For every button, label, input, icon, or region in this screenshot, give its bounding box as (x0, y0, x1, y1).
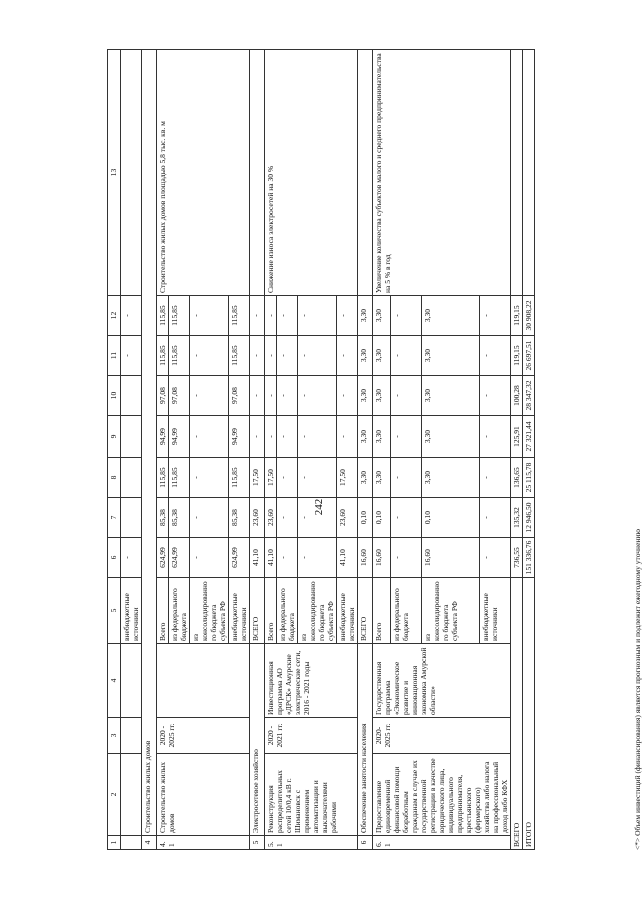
value-cell: 3,30 (421, 296, 479, 336)
value-cell: 3,30 (358, 336, 373, 376)
value-cell: 3,30 (421, 376, 479, 416)
project-period: 2020 - 2021 гг. (265, 718, 358, 754)
value-cell: - (298, 376, 337, 416)
value-cell: - (277, 498, 298, 538)
value-cell: 115,85 (169, 458, 190, 498)
source-label: из консолидированного бюджета субъекта РФ (421, 578, 479, 644)
value-cell: - (298, 336, 337, 376)
value-cell: - (479, 336, 510, 376)
header-cell: 5 (108, 578, 121, 644)
value-cell: - (479, 458, 510, 498)
header-cell: 2 (108, 754, 121, 836)
value-cell: - (277, 416, 298, 458)
value-cell: - (390, 458, 421, 498)
value-cell: - (479, 376, 510, 416)
value-cell: - (190, 296, 229, 336)
value-cell: 41,10 (337, 538, 358, 578)
source-label: внебюджетные источники (229, 578, 250, 644)
table-cell (511, 50, 523, 296)
value-cell: 41,10 (265, 538, 277, 578)
value-cell: 97,08 (229, 376, 250, 416)
value-cell: - (337, 376, 358, 416)
value-cell: 23,60 (265, 498, 277, 538)
section-number: 4 (142, 836, 157, 850)
table-cell (121, 50, 142, 296)
value-cell: 115,85 (229, 336, 250, 376)
value-cell: 3,30 (358, 296, 373, 336)
value-cell: 624,99 (157, 538, 169, 578)
footnote: <*> Объем инвестиций (финансирования) является прогнозным и подлежит ежегодному уточнению (633, 528, 642, 850)
value-cell: 94,99 (229, 416, 250, 458)
value-cell: 3,30 (358, 458, 373, 498)
value-cell: - (121, 538, 142, 578)
table-cell (250, 50, 265, 296)
table-cell (121, 376, 142, 416)
value-cell: - (121, 296, 142, 336)
value-cell: - (298, 538, 337, 578)
value-cell: - (190, 498, 229, 538)
value-cell: - (479, 416, 510, 458)
value-cell: 27 321,44 (523, 416, 535, 458)
value-cell: - (277, 538, 298, 578)
total-row (511, 50, 523, 850)
header-cell: 4 (108, 644, 121, 718)
value-cell: 28 347,32 (523, 376, 535, 416)
value-cell: 3,30 (421, 458, 479, 498)
value-cell: - (337, 416, 358, 458)
value-cell: - (298, 458, 337, 498)
project-effect: Строительство жилых домов площадью 5,8 тыс. кв. м (157, 50, 250, 296)
value-cell: 3,30 (358, 376, 373, 416)
value-cell: - (190, 458, 229, 498)
table-cell (121, 498, 142, 538)
header-cell: 13 (108, 50, 121, 296)
value-cell: 17,50 (250, 458, 265, 498)
value-cell: 3,30 (373, 336, 391, 376)
value-cell: 17,50 (337, 458, 358, 498)
value-cell: 25 115,78 (523, 458, 535, 498)
project-period: 2020 - 2025 гг. (157, 718, 250, 754)
value-cell: - (277, 296, 298, 336)
value-cell: - (298, 498, 337, 538)
value-cell: - (390, 376, 421, 416)
total-label: ВСЕГО (511, 578, 523, 850)
value-cell: 624,99 (229, 538, 250, 578)
value-cell: 115,85 (157, 296, 169, 336)
header-cell: 9 (108, 416, 121, 458)
value-cell: 115,85 (229, 458, 250, 498)
value-cell: 135,32 (511, 498, 523, 538)
carryover-row (121, 50, 142, 850)
value-cell: - (250, 376, 265, 416)
page-number: 242 (313, 498, 325, 516)
value-cell: - (479, 538, 510, 578)
source-label: ВСЕГО (250, 578, 265, 644)
value-cell: 125,91 (511, 416, 523, 458)
table-cell (121, 458, 142, 498)
header-cell: 3 (108, 718, 121, 754)
value-cell: 0,10 (421, 498, 479, 538)
investment-table (107, 49, 535, 850)
table-cell (121, 836, 142, 850)
value-cell: 12 946,50 (523, 498, 535, 538)
project-name: Строительство жилых домов (157, 754, 250, 836)
value-cell: 85,38 (229, 498, 250, 538)
section-number: 6 (358, 836, 373, 850)
value-cell: 17,50 (265, 458, 277, 498)
value-cell: 23,60 (250, 498, 265, 538)
project-name: Предоставление единовременной финансовой помощи безработным гражданам в случае их государственной регистрации в качестве юридического лица, индивидуального предпринимателя, крестьянского (фермерского) хозяйства либо налога на профессиональный доход либо КФХ (373, 754, 511, 836)
project-row (373, 50, 391, 850)
source-label: внебюджетные источники (479, 578, 510, 644)
header-cell: 1 (108, 836, 121, 850)
value-cell: 3,30 (373, 296, 391, 336)
project-period: 2020-2025 гг. (373, 718, 511, 754)
value-cell: - (265, 376, 277, 416)
project-number: 4.1 (157, 836, 250, 850)
value-cell: - (298, 296, 337, 336)
value-cell: 115,85 (229, 296, 250, 336)
value-cell: 85,38 (169, 498, 190, 538)
value-cell: 94,99 (157, 416, 169, 458)
value-cell: 136,65 (511, 458, 523, 498)
value-cell: 3,30 (421, 416, 479, 458)
value-cell: 16,60 (421, 538, 479, 578)
value-cell: - (390, 498, 421, 538)
value-cell: 26 697,51 (523, 336, 535, 376)
project-row (265, 50, 277, 850)
value-cell: - (390, 416, 421, 458)
header-cell: 8 (108, 458, 121, 498)
itogo-label: ИТОГО (523, 578, 535, 850)
value-cell: 41,10 (250, 538, 265, 578)
value-cell: - (479, 498, 510, 538)
table-cell (121, 718, 142, 754)
value-cell: 115,85 (157, 336, 169, 376)
value-cell: 3,30 (421, 336, 479, 376)
project-number: 5.1 (265, 836, 358, 850)
table-cell (121, 416, 142, 458)
section-row-4 (142, 50, 157, 850)
source-label: из консолидированного бюджета субъекта РФ (190, 578, 229, 644)
header-cell: 12 (108, 296, 121, 336)
value-cell: 100,28 (511, 376, 523, 416)
project-name: Реконструкция распределительных сетей 10/0,4 кВ г. Шимановск с применением автоматизации и выключателями рабочими (265, 754, 358, 836)
value-cell: - (190, 538, 229, 578)
value-cell: 119,15 (511, 296, 523, 336)
value-cell: 3,30 (358, 416, 373, 458)
value-cell: - (277, 458, 298, 498)
value-cell: 85,38 (157, 498, 169, 538)
table-cell (523, 50, 535, 296)
value-cell: 3,30 (373, 458, 391, 498)
value-cell: 624,99 (169, 538, 190, 578)
source-label: Всего (157, 578, 169, 644)
section-title: Электросетевое хозяйство (250, 644, 265, 836)
value-cell: - (265, 296, 277, 336)
source-label: из федерального бюджета (169, 578, 190, 644)
itogo-row (523, 50, 535, 850)
value-cell: 97,08 (169, 376, 190, 416)
value-cell: - (479, 296, 510, 336)
value-cell: 115,85 (169, 296, 190, 336)
value-cell: - (250, 296, 265, 336)
value-cell: 151 336,76 (523, 538, 535, 578)
section-row-6 (358, 50, 373, 850)
value-cell: - (337, 336, 358, 376)
rotated-table-area (107, 50, 642, 850)
source-label: внебюджетные источники (337, 578, 358, 644)
value-cell: - (190, 416, 229, 458)
source-label: внебюджетные источники (121, 578, 142, 644)
value-cell: - (190, 336, 229, 376)
table-body (108, 50, 535, 850)
table-cell (121, 644, 142, 718)
value-cell: - (121, 336, 142, 376)
source-label: из федерального бюджета (390, 578, 421, 644)
value-cell: 23,60 (337, 498, 358, 538)
value-cell: 0,10 (358, 498, 373, 538)
section-title: Строительство жилых домов (142, 50, 157, 836)
header-row (108, 50, 121, 850)
value-cell: - (337, 296, 358, 336)
value-cell: - (265, 336, 277, 376)
value-cell: - (265, 416, 277, 458)
value-cell: 16,60 (358, 538, 373, 578)
value-cell: 30 908,22 (523, 296, 535, 336)
value-cell: - (390, 336, 421, 376)
header-cell: 10 (108, 376, 121, 416)
source-label: ВСЕГО (358, 578, 373, 644)
value-cell: - (250, 416, 265, 458)
project-effect: Снижение износа электросетей на 30 % (265, 50, 358, 296)
project-source (157, 644, 250, 718)
section-number: 5 (250, 836, 265, 850)
section-title: Обеспечение занятости населения (358, 644, 373, 836)
value-cell: 3,30 (373, 376, 391, 416)
project-source: Государственная программа «Экономическое развитие и инновационная экономика Амурской области» (373, 644, 511, 718)
header-cell: 11 (108, 336, 121, 376)
header-cell: 7 (108, 498, 121, 538)
table-cell (121, 754, 142, 836)
source-label: из федерального бюджета (277, 578, 298, 644)
source-label: Всего (265, 578, 277, 644)
project-number: 6.1 (373, 836, 511, 850)
value-cell: 115,85 (157, 458, 169, 498)
value-cell: 97,08 (157, 376, 169, 416)
section-row-5 (250, 50, 265, 850)
value-cell: - (250, 336, 265, 376)
value-cell: 115,85 (169, 336, 190, 376)
value-cell: 94,99 (169, 416, 190, 458)
header-cell: 6 (108, 538, 121, 578)
value-cell: 3,30 (373, 416, 391, 458)
value-cell: - (277, 376, 298, 416)
source-label: из консолидированного бюджета субъекта РФ (298, 578, 337, 644)
project-row (157, 50, 169, 850)
project-source: Инвестиционная программа АО «ДРСК» Амурские электрические сети, 2016 - 2021 годы (265, 644, 358, 718)
value-cell: 119,15 (511, 336, 523, 376)
project-effect: Увеличение количества субъектов малого и среднего предпринимательства на 5 % в год (373, 50, 511, 296)
value-cell: 736,55 (511, 538, 523, 578)
source-label: Всего (373, 578, 391, 644)
table-cell (358, 50, 373, 296)
value-cell: - (277, 336, 298, 376)
value-cell: - (190, 376, 229, 416)
value-cell: - (390, 296, 421, 336)
value-cell: 16,60 (373, 538, 391, 578)
value-cell: 0,10 (373, 498, 391, 538)
value-cell: - (390, 538, 421, 578)
value-cell: - (298, 416, 337, 458)
